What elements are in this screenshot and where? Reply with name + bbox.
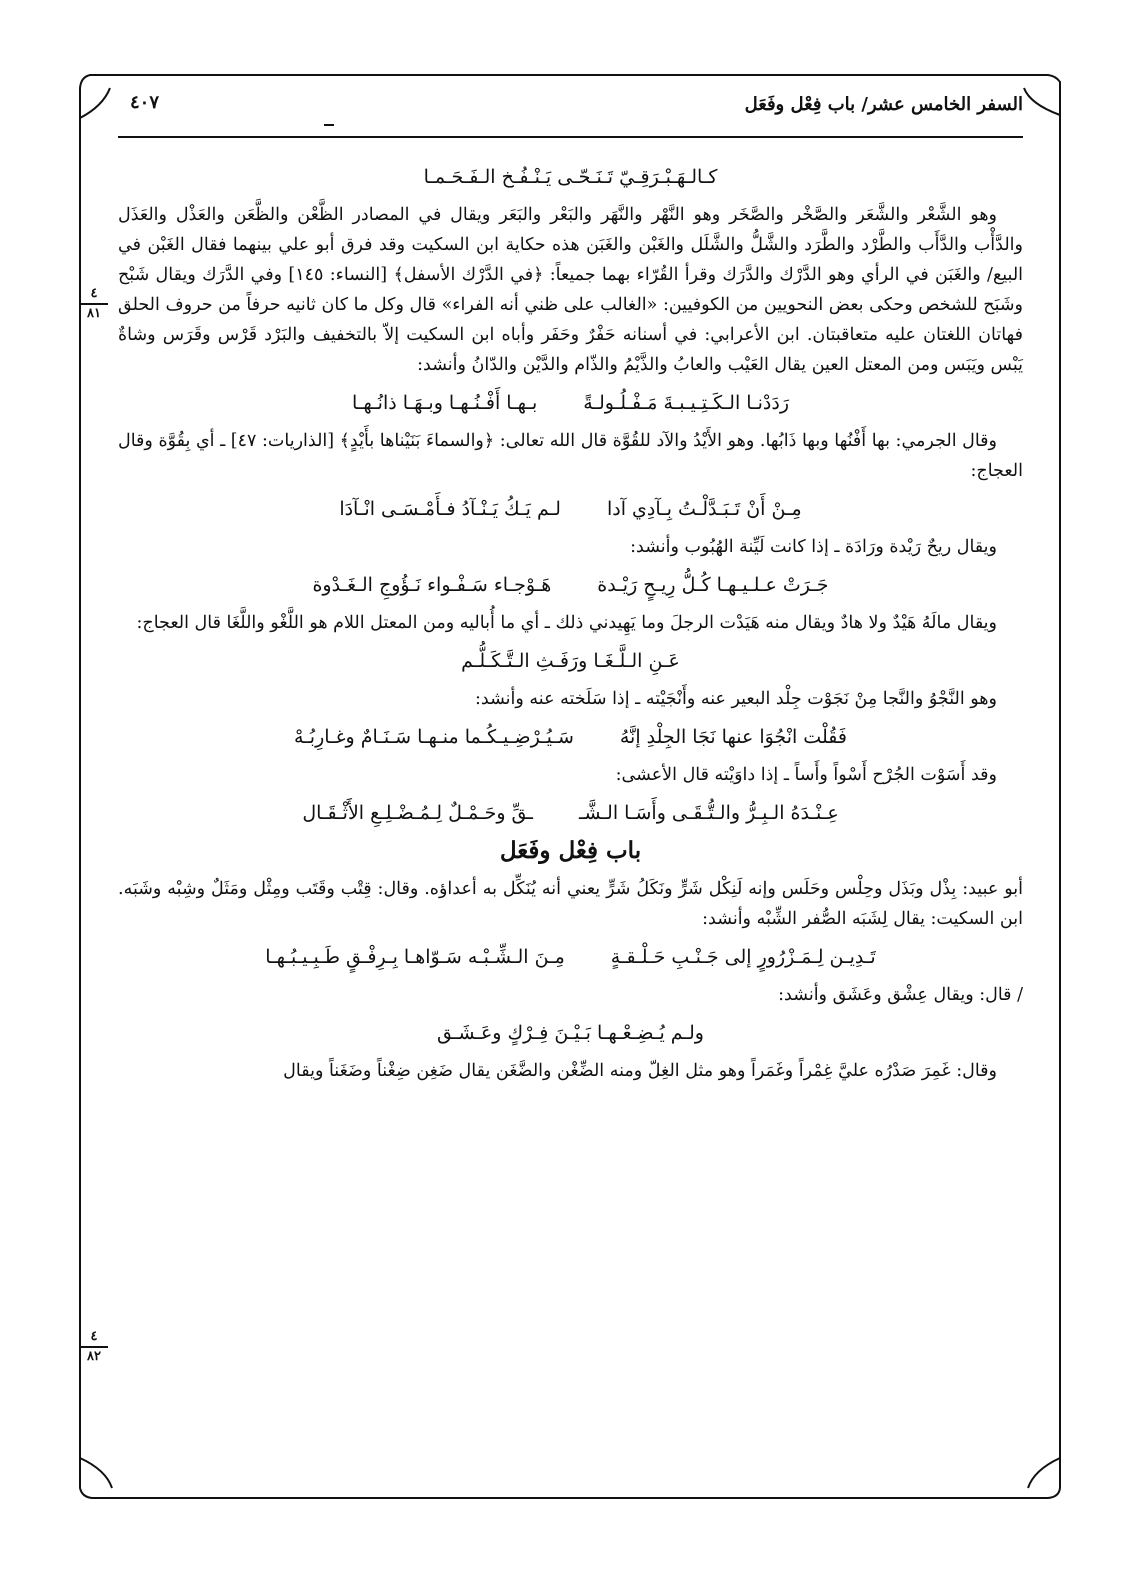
paragraph: وقال: غَمِرَ صَدْرُه عليَّ غِمْراً وغَمَراً وهو مثل الغِلّ ومنه الضِّغْن والضَّغَن يقال ضَغِن ضِغْناً وضَغَناً ويقال bbox=[283, 1061, 997, 1081]
verse-line bbox=[118, 494, 1023, 524]
header-mark bbox=[324, 124, 334, 126]
running-header bbox=[118, 86, 1023, 120]
paragraph: ويقال ريحٌ رَيْدة ورَادَة ـ إذا كانت لَيِّنة الهُبُوب وأنشد: bbox=[630, 537, 997, 557]
paragraph: / قال: ويقال عِشْق وعَشَق وأنشد: bbox=[778, 985, 1023, 1005]
verse-hemistich: رَدَدْنـا الـكَـتِـيـبـةَ مَـفْـلُـولـةً bbox=[583, 392, 789, 414]
verse-hemistich: عَـنِ الـلَّـغَـا ورَفَـثِ الـتَّـكَـلُّـم bbox=[461, 650, 680, 672]
verse-hemistich: فَقُلْت انْجُوَا عنها نَجَا الجِلْدِ إنَّهُ bbox=[619, 726, 847, 748]
verse-hemistich: مِـنْ أَنْ تَـبَـدَّلْـتُ بِـآدِي آدا bbox=[606, 498, 802, 520]
verse-hemistich: تَـدِيـن لِـمَـزْرُورٍ إلى جَـنْـبِ حَـلْـقـةٍ bbox=[610, 946, 876, 968]
verse-line bbox=[118, 162, 1023, 192]
paragraph: أبو عبيد: بِذْل وبَذَل وحِلْس وحَلَس وإنه لَنِكْل شَرٍّ ونَكَلُ شَرٍّ يعني أنه يُنَكِّل به أعداؤه. وقال: قِتْب وقَتَب ومِثْل ومَثَلٌ وشِبْه وشَبَه. ابن السكيت: يقال لِشَبَه الصُّفر الشِّبْه وأنشد: bbox=[118, 879, 1023, 929]
verse-hemistich: سَـيُـرْضِـيـكُـما منـهـا سَـنَـامٌ وغـارِبُـهْ bbox=[294, 726, 574, 748]
verse-line bbox=[118, 1018, 1023, 1048]
verse-hemistich: ـقِّ وحَـمْـلٌ لِـمُـضْـلِـعِ الأَثْـقَـال bbox=[302, 802, 533, 824]
verse-line bbox=[118, 388, 1023, 418]
paragraph: وقد أَسَوْت الجُرْح أَسْواً وأَساً ـ إذا داوَيْته قال الأعشى: bbox=[615, 765, 997, 785]
verse-line bbox=[118, 722, 1023, 752]
page-number: ٤٠٧ bbox=[130, 92, 160, 113]
running-title: السفر الخامس عشر/ باب فِعْل وفَعَل bbox=[744, 94, 1023, 115]
verse-line bbox=[118, 570, 1023, 600]
folio-page: ٨١ bbox=[87, 306, 101, 321]
verse-line bbox=[118, 646, 1023, 676]
body-text bbox=[118, 156, 1023, 1094]
verse-hemistich: جَـرَتْ عـلـيـهـا كُـلُّ رِيـحٍ رَيْـدة bbox=[597, 574, 829, 596]
folio-volume: ٤ bbox=[90, 286, 98, 301]
verse-hemistich: كـالـهَـبْـرَقِـيّ تَـنَـحّـى يَـنْـفُـخ الـفَـحَـمـا bbox=[423, 166, 718, 188]
verse-hemistich: مِـنَ الـشِّـبْـه سَـوّاهـا بِـرِفْـقٍ طَـبِـيـبُـهـا bbox=[265, 946, 565, 968]
folio-volume: ٤ bbox=[90, 1329, 98, 1344]
section-heading: باب فِعْل وفَعَل bbox=[499, 837, 642, 864]
header-rule bbox=[118, 136, 1023, 138]
paragraph: وقال الجرمي: بها أَفْنُها وبها ذَابُها. وهو الأَيْدُ والآد للقُوَّة قال الله تعالى: ﴿والسماءَ بَنَيْناها بأَيْدٍ﴾ [الذاريات: ٤٧] ـ أي بِقُوَّة وقال العجاج: bbox=[118, 431, 1023, 481]
verse-line bbox=[118, 942, 1023, 972]
verse-hemistich: بـهـا أَفْـنُـهـا وبـهَـا ذانُـهـا bbox=[351, 392, 538, 414]
folio-page: ٨٢ bbox=[87, 1349, 101, 1364]
paragraph: وهو الشَّعْر والشَّعَر والصَّخْر والصَّخَر وهو النَّهْر والنَّهَر والبَعْر والبَعَر ويقال في المصادر الظَّعْن والظَّعَن والعَذْل والعَذَل والدَّأْب والدَّأَب والطَّرْد والطَّرَد والشَّلُّ والشَّلَل والغَبْن والغَبَن هذه حكاية ابن السكيت وقد فرق أبو علي بينهما فقال الغَبْن في البيع/ والغَبَن في الرأي وهو الدَّرْك والدَّرَك وقرأ القُرّاء بهما جميعاً: ﴿في الدَّرْك الأسفل﴾ [النساء: ١٤٥] وفي الدَّرَك ويقال شَبْح وشَبَح للشخص وحكى بعض النحويين من الكوفيين: «الغالب على ظني أنه الفراء» قال وكل ما كان ثانيه حرفاً من حروف الحلق فهاتان اللغتان عليه متعاقبتان. ابن الأعرابي: في أسنانه حَفْرٌ وحَفَر وأباه ابن السكيت إلاّ بالتخفيف والبَرْد قَرْس وقَرَس وشاةٌ يَبْس ويَبَس ومن المعتل العين يقال العَيْب والعابُ والذَّيْمُ والذّام والدَّيْن والدّانُ وأنشد: bbox=[118, 205, 1024, 375]
paragraph: ويقال مالَهُ هَيْدٌ ولا هادٌ ويقال منه هَيَدْت الرجلَ وما يَهِيدني ذلك ـ أي ما أُباليه ومن المعتل اللام هو اللَّغْو واللَّغَا قال العجاج: bbox=[136, 613, 997, 633]
margin-folio-ref bbox=[76, 1330, 112, 1364]
page bbox=[118, 86, 1023, 1486]
paragraph: وهو النَّجْوُ والنَّجا مِنْ نَجَوْت جِلْد البعير عنه وأَنْجَيْته ـ إذا سَلَخته عنه وأنشد: bbox=[474, 689, 997, 709]
verse-hemistich: هَـوْجـاء سَـفْـواء نَـؤُوجِ الـغَـدْوة bbox=[312, 574, 552, 596]
verse-hemistich: ولـم يُـضِـعْـهـا بَـيْـنَ فِـرْكٍ وعَـشَـق bbox=[437, 1022, 704, 1044]
verse-hemistich: عِـنْـدَهُ الـبِـرُّ والـتُّـقَـى وأَسَـا الـشَّـ bbox=[578, 802, 839, 824]
verse-hemistich: لـم يَـكُ يَـنْـآدُ فـأَمْـسَـى انْـآدَا bbox=[339, 498, 561, 520]
verse-line bbox=[118, 798, 1023, 828]
margin-folio-ref bbox=[76, 287, 112, 321]
